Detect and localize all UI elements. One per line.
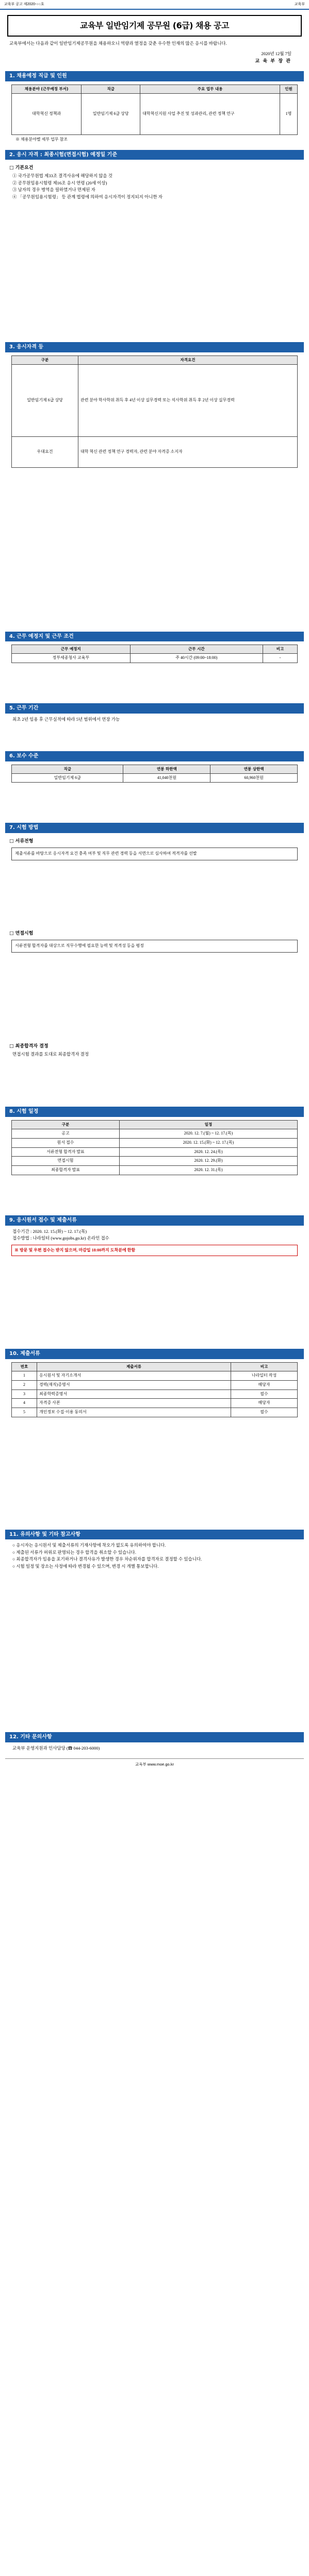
apply-warning-box	[11, 1245, 298, 1257]
exam-stage-text: 제출서류를 바탕으로 응시자격 요건 충족 여부 및 직무 관련 경력 등을 서면으로 심사하여 적격자를 선발	[15, 851, 197, 856]
subsection-title: □ 기본요건	[9, 165, 300, 171]
section-heading: 10. 제출서류	[5, 1349, 304, 1359]
pay-table	[11, 765, 298, 783]
note-item: ○ 시험 일정 및 장소는 사정에 따라 변경될 수 있으며, 변경 시 개별 통보합니다.	[12, 1563, 159, 1569]
positions-table	[11, 84, 298, 135]
table-cell: 필수	[231, 1389, 298, 1399]
exam-stage-text: 서류전형 합격자를 대상으로 직무수행에 필요한 능력 및 적격성 등을 평정	[15, 943, 144, 948]
qualification-item: ③ 남자의 경우 병역을 필하였거나 면제된 자	[12, 187, 95, 193]
section-heading: 7. 시험 방법	[5, 823, 304, 833]
qualification-item: ② 공무원임용시험령 제16조 응시 연령 (20세 이상)	[12, 180, 107, 185]
table-cell: 2020. 12. 29.(화)	[120, 1157, 298, 1166]
exam-stage-box	[11, 940, 298, 953]
table-cell: 일반임기제 6급	[12, 773, 123, 783]
apply-warning: ※ 방문 및 우편 접수는 받지 않으며, 마감일 18:00까지 도착분에 한함	[14, 1247, 136, 1252]
table-header: 비고	[231, 1362, 298, 1371]
table-cell: 5	[12, 1408, 37, 1417]
table-cell: 우대요건	[12, 436, 78, 467]
note-text: 응시자는 응시원서 및 제출서류의 기재사항에 착오가 없도록 유의하여야 합니다.	[16, 1543, 166, 1548]
table-cell: 일반임기제 6급 상당	[12, 364, 78, 436]
notice-number: 교육부 공고 제2020-○○호	[4, 3, 44, 6]
section-heading: 2. 응시 자격 : 최종시험(면접시험) 예정일 기준	[5, 150, 304, 160]
table-cell: 서류전형 합격자 발표	[12, 1147, 120, 1157]
table-header: 비고	[263, 645, 298, 654]
note-item: ○ 제출된 서류가 허위로 판명되는 경우 합격을 취소할 수 있습니다.	[12, 1549, 136, 1555]
table-header: 채용분야 (근무예정 부서)	[12, 84, 82, 93]
table-header: 제출서류	[37, 1362, 231, 1371]
qualification-item: ① 국가공무원법 제33조 결격사유에 해당하지 않을 것	[12, 173, 112, 179]
note-text: 최종합격자가 임용을 포기하거나 결격사유가 발생한 경우 차순위자를 합격자로 결정할 수 있습니다.	[16, 1556, 202, 1562]
table-header: 자격요건	[78, 355, 298, 364]
table-cell: 공고	[12, 1129, 120, 1139]
note-text: 제출된 서류가 허위로 판명되는 경우 합격을 취소할 수 있습니다.	[16, 1549, 136, 1555]
table-cell: 해당자	[231, 1380, 298, 1389]
table-cell: 주 40시간 (09:00~18:00)	[130, 654, 263, 663]
table-cell: 2020. 12. 15.(화) ~ 12. 17.(목)	[120, 1138, 298, 1147]
table-cell: 정부세종청사 교육부	[12, 654, 131, 663]
table-cell: 관련 분야 학사학위 취득 후 4년 이상 실무경력 또는 석사학위 취득 후 2년 이상 실무경력	[78, 364, 298, 436]
table-cell: -	[263, 654, 298, 663]
apply-line: 접수기간 : 2020. 12. 15.(화) ~ 12. 17.(목)	[12, 1228, 87, 1234]
table-cell: 나라일터 작성	[231, 1371, 298, 1380]
section-heading: 12. 기타 문의사항	[5, 1732, 304, 1742]
positions-note: ※ 채용분야별 세부 업무 참조	[15, 137, 68, 142]
table-header: 직급	[82, 84, 140, 93]
exam-stage-text: 면접시험 결과를 토대로 최종합격자 결정	[12, 1052, 89, 1057]
table-cell: 해당자	[231, 1399, 298, 1408]
section-heading: 3. 응시자격 등	[5, 342, 304, 352]
period-text: 최초 2년 임용 후 근무실적에 따라 5년 범위에서 연장 가능	[12, 716, 120, 722]
table-header: 구분	[12, 1120, 120, 1129]
table-header: 직급	[12, 765, 123, 773]
subsection-title: □ 서류전형	[9, 838, 300, 844]
note-item: ○ 최종합격자가 임용을 포기하거나 결격사유가 발생한 경우 차순위자를 합격자로 결정할 수 있습니다.	[12, 1556, 202, 1562]
contact-text: 교육부 운영지원과 인사담당 (☎ 044-203-6000)	[12, 1745, 100, 1751]
table-cell: 3	[12, 1389, 37, 1399]
section-heading: 8. 시험 일정	[5, 1107, 304, 1117]
table-cell: 2020. 12. 7.(월) ~ 12. 17.(목)	[120, 1129, 298, 1139]
table-cell: 대학 혁신 관련 정책 연구 경력자, 관련 분야 자격증 소지자	[78, 436, 298, 467]
table-cell: 원서 접수	[12, 1138, 120, 1147]
page-footer: 교육부 www.moe.go.kr	[5, 1758, 304, 1767]
table-cell: 1명	[280, 93, 298, 134]
table-cell: 1	[12, 1371, 37, 1380]
exam-stage-box	[11, 848, 298, 860]
table-cell: 41,040천원	[123, 773, 210, 783]
table-cell: 대학혁신 정책과	[12, 93, 82, 134]
page-title: 교육부 일반임기제 공무원 (6급) 채용 공고	[7, 15, 302, 37]
issuer: 교육부	[294, 3, 305, 6]
table-cell: 경력(재직)증명서	[37, 1380, 231, 1389]
table-cell: 4	[12, 1399, 37, 1408]
table-header: 연봉 하한액	[123, 765, 210, 773]
table-cell: 일반임기제 6급 상당	[82, 93, 140, 134]
table-cell: 개인정보 수집·이용 동의서	[37, 1408, 231, 1417]
table-cell: 2020. 12. 31.(목)	[120, 1166, 298, 1175]
table-cell: 필수	[231, 1408, 298, 1417]
table-cell: 면접시험	[12, 1157, 120, 1166]
table-header: 인원	[280, 84, 298, 93]
section-heading: 5. 근무 기간	[5, 703, 304, 714]
table-cell: 자격증 사본	[37, 1399, 231, 1408]
table-header: 근무 예정지	[12, 645, 131, 654]
table-cell: 2	[12, 1380, 37, 1389]
documents-table	[11, 1362, 298, 1417]
table-cell: 60,960천원	[210, 773, 298, 783]
notice-date: 2020년 12월 7일	[261, 50, 291, 56]
note-item: ○ 응시자는 응시원서 및 제출서류의 기재사항에 착오가 없도록 유의하여야 합니다.	[12, 1543, 166, 1548]
table-header: 일정	[120, 1120, 298, 1129]
table-header: 근무 시간	[130, 645, 263, 654]
apply-line: 접수방법 : 나라일터 (www.gojobs.go.kr) 온라인 접수	[12, 1235, 109, 1241]
subsection-title: □ 면접시험	[9, 930, 300, 937]
table-cell: 2020. 12. 24.(목)	[120, 1147, 298, 1157]
issuing-org: 교 육 부 장 관	[255, 58, 291, 63]
work-table	[11, 645, 298, 663]
qualification-table	[11, 355, 298, 468]
qualification-item: ④ 「공무원임용시험령」 등 관계 법령에 의하여 응시자격이 정지되지 아니한 자	[12, 194, 162, 199]
table-cell: 최종학력증명서	[37, 1389, 231, 1399]
table-cell: 최종합격자 발표	[12, 1166, 120, 1175]
table-cell: 응시원서 및 자기소개서	[37, 1371, 231, 1380]
section-heading: 9. 응시원서 접수 및 제출서류	[5, 1215, 304, 1226]
section-heading: 6. 보수 수준	[5, 751, 304, 761]
table-cell: 대학혁신지원 사업 추진 및 성과관리, 관련 정책 연구	[140, 93, 280, 134]
table-header: 연봉 상한액	[210, 765, 298, 773]
schedule-table	[11, 1120, 298, 1175]
table-header: 주요 업무 내용	[140, 84, 280, 93]
intro-text: 교육부에서는 다음과 같이 일반임기제공무원을 채용하오니 역량과 열정을 갖춘 우수한 인재의 많은 응시를 바랍니다.	[9, 41, 227, 46]
section-heading: 11. 유의사항 및 기타 참고사항	[5, 1530, 304, 1540]
section-heading: 1. 채용예정 직급 및 인원	[5, 71, 304, 81]
table-header: 구분	[12, 355, 78, 364]
note-text: 시험 일정 및 장소는 사정에 따라 변경될 수 있으며, 변경 시 개별 통보합니다.	[16, 1563, 159, 1569]
table-header: 번호	[12, 1362, 37, 1371]
subsection-title: □ 최종합격자 결정	[9, 1043, 300, 1049]
section-heading: 4. 근무 예정지 및 근무 조건	[5, 632, 304, 642]
top-bar	[0, 0, 309, 10]
